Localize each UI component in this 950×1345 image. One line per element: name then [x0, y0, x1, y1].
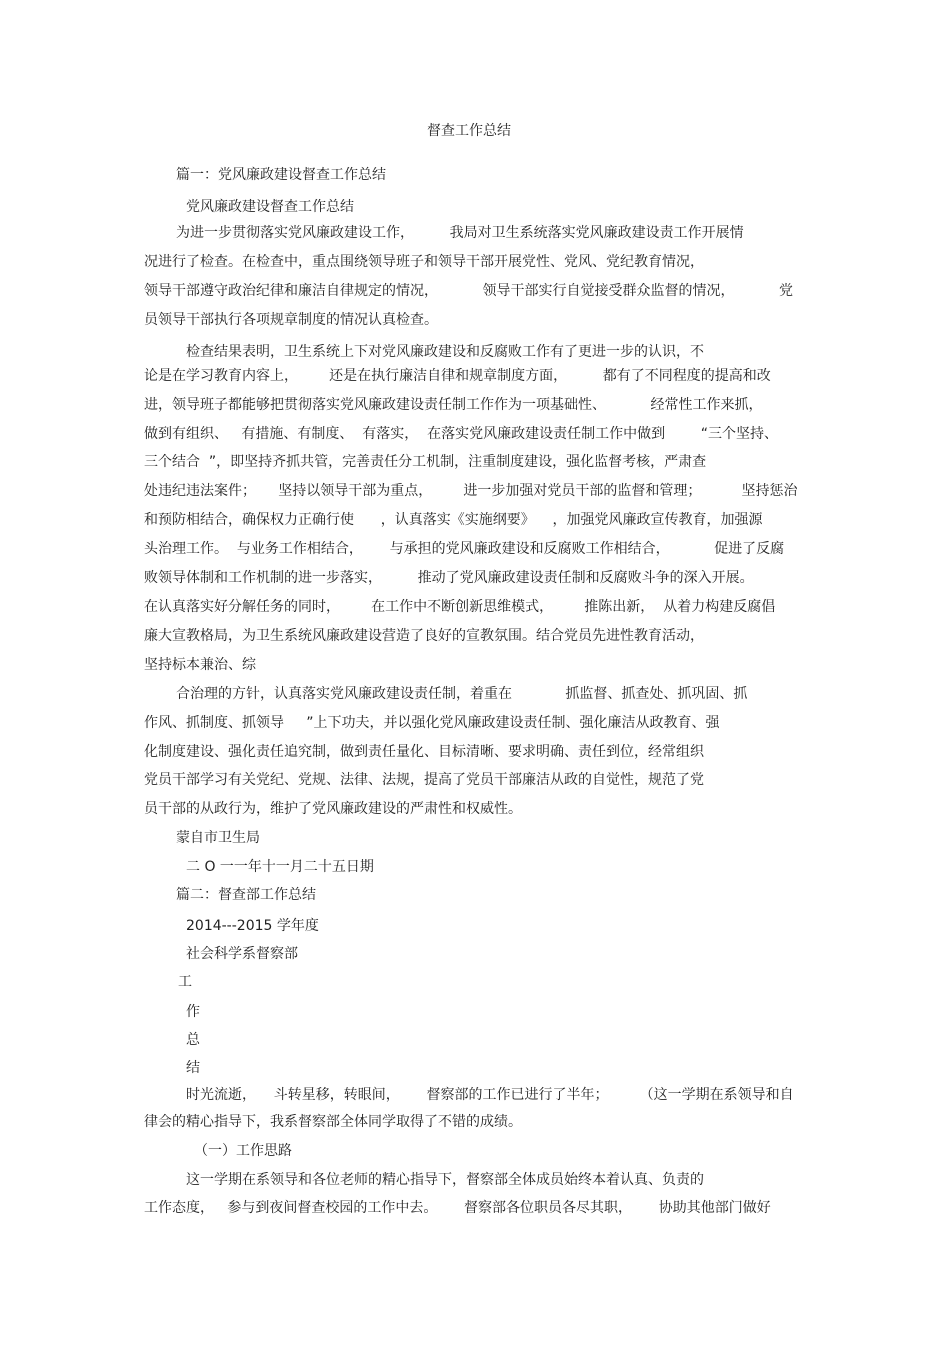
paragraph-line: （一）工作思路 [194, 1143, 292, 1159]
paragraph-line: 头治理工作。 与业务工作相结合， 与承担的党风廉政建设和反腐败工作相结合， 促进了反腐 [144, 541, 785, 557]
paragraph-line: 工作态度， 参与到夜间督查校园的工作中去。 督察部各位职员各尽其职， 协助其他部门做好 [144, 1200, 771, 1216]
paragraph-line: 2014---2015 学年度 [186, 918, 319, 934]
paragraph-line: 时光流逝， 斗转星移，转眼间， 督察部的工作已进行了半年； （这一学期在系领导和自 [186, 1087, 794, 1103]
paragraph-line: 结 [186, 1060, 200, 1076]
paragraph-line: 总 [186, 1032, 200, 1048]
paragraph-line: 三个结合 ”，即坚持齐抓共管，完善责任分工机制，注重制度建设，强化监督考核，严肃查 [144, 454, 707, 470]
paragraph-line: 作 [186, 1004, 200, 1020]
paragraph-line: 律会的精心指导下，我系督察部全体同学取得了不错的成绩。 [144, 1114, 522, 1130]
document-title: 督查工作总结 [427, 123, 511, 139]
paragraph-line: 况进行了检查。在检查中，重点围绕领导班子和领导干部开展党性、党风、党纪教育情况， [144, 254, 704, 270]
paragraph-line: 在认真落实好分解任务的同时， 在工作中不断创新思维模式， 推陈出新， 从着力构建反腐倡 [144, 599, 776, 615]
paragraph-line: 坚持标本兼治、综 [144, 657, 256, 673]
paragraph-line: 进，领导班子都能够把贯彻落实党风廉政建设责任制工作作为一项基础性、 经常性工作来抓， [144, 397, 763, 413]
paragraph-line: 这一学期在系领导和各位老师的精心指导下，督察部全体成员始终本着认真、负责的 [186, 1172, 704, 1188]
paragraph-line: 社会科学系督察部 [186, 946, 298, 962]
paragraph-line: 篇二：督查部工作总结 [176, 887, 316, 903]
paragraph-line: 党风廉政建设督查工作总结 [186, 199, 354, 215]
paragraph-line: 化制度建设、强化责任追究制，做到责任量化、目标清晰、要求明确、责任到位，经常组织 [144, 744, 704, 760]
paragraph-line: 检查结果表明，卫生系统上下对党风廉政建设和反腐败工作有了更进一步的认识，不 [186, 344, 704, 360]
paragraph-line: 领导干部遵守政治纪律和廉洁自律规定的情况， 领导干部实行自觉接受群众监督的情况， 党 [144, 283, 794, 299]
paragraph-line: 员干部的从政行为，维护了党风廉政建设的严肃性和权威性。 [144, 801, 522, 817]
paragraph-line: 廉大宣教格局，为卫生系统风廉政建设营造了良好的宣教氛围。结合党员先进性教育活动， [144, 628, 704, 644]
paragraph-line: 处违纪违法案件； 坚持以领导干部为重点， 进一步加强对党员干部的监督和管理； 坚持惩治 [144, 483, 798, 499]
paragraph-line: 论是在学习教育内容上， 还是在执行廉洁自律和规章制度方面， 都有了不同程度的提高和改 [144, 368, 771, 384]
paragraph-line: 员领导干部执行各项规章制度的情况认真检查。 [144, 312, 438, 328]
paragraph-line: 败领导体制和工作机制的进一步落实， 推动了党风廉政建设责任制和反腐败斗争的深入开展。 [144, 570, 754, 586]
paragraph-line: 和预防相结合，确保权力正确行使 ，认真落实《实施纲要》 ，加强党风廉政宣传教育，加强源 [144, 512, 763, 528]
paragraph-line: 做到有组织、 有措施、有制度、 有落实， 在落实党风廉政建设责任制工作中做到 “三个坚持、 [144, 426, 779, 442]
paragraph-line: 篇一：党风廉政建设督查工作总结 [176, 167, 386, 183]
paragraph-line: 二 O 一一年十一月二十五日期 [186, 859, 374, 875]
paragraph-line: 工 [178, 974, 192, 990]
paragraph-line: 合治理的方针，认真落实党风廉政建设责任制，着重在 抓监督、抓查处、抓巩固、抓 [176, 686, 748, 702]
paragraph-line: 作风、抓制度、抓领导 ”上下功夫，并以强化党风廉政建设责任制、强化廉洁从政教育、强 [144, 715, 720, 731]
paragraph-line: 蒙自市卫生局 [176, 830, 260, 846]
paragraph-line: 为进一步贯彻落实党风廉政建设工作， 我局对卫生系统落实党风廉政建设责工作开展情 [176, 225, 744, 241]
paragraph-line: 党员干部学习有关党纪、党规、法律、法规，提高了党员干部廉洁从政的自觉性，规范了党 [144, 772, 704, 788]
